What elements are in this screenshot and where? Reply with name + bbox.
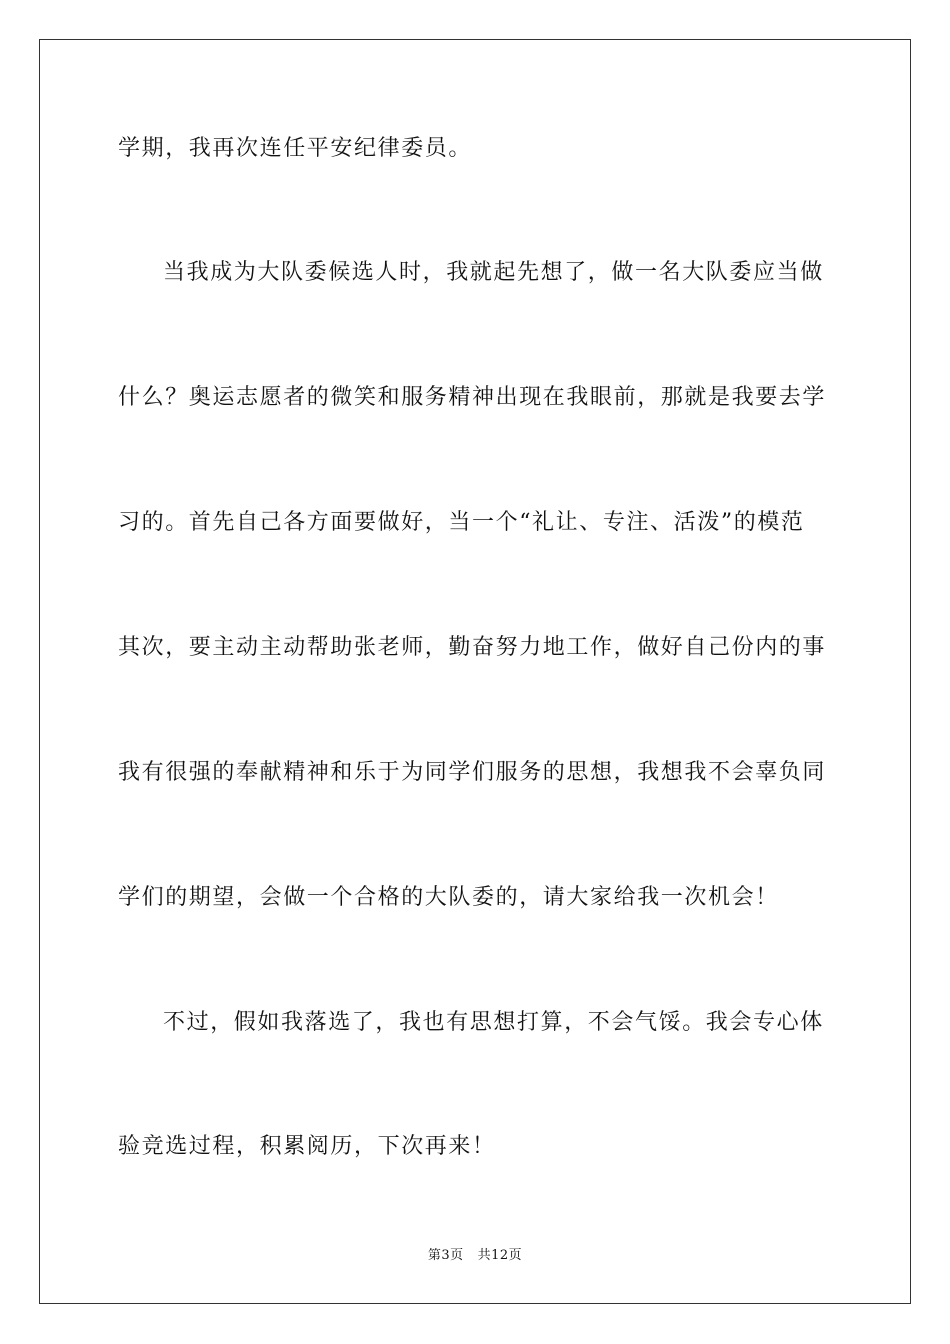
text-line: 我有很强的奉献精神和乐于为同学们服务的思想，我想我不会辜负同	[118, 760, 827, 785]
page-footer	[0, 1247, 950, 1265]
text-line: 其次，要主动主动帮助张老师，勤奋努力地工作，做好自己份内的事	[118, 635, 827, 660]
total-pages-label: 共12页	[477, 1248, 523, 1263]
text-line: 当我成为大队委候选人时，我就起先想了，做一名大队委应当做	[163, 260, 824, 285]
text-line: 学们的期望，会做一个合格的大队委的，请大家给我一次机会！	[118, 885, 779, 910]
text-line: 习的。首先自己各方面要做好，当一个“礼让、专注、活泼”的模范	[118, 510, 805, 535]
text-line: 什么？奥运志愿者的微笑和服务精神出现在我眼前，那就是我要去学	[118, 385, 827, 410]
text-line: 验竞选过程，积累阅历，下次再来！	[118, 1134, 496, 1159]
text-line: 学期，我再次连任平安纪律委员。	[118, 136, 473, 161]
page-frame	[39, 39, 911, 1304]
text-line: 不过，假如我落选了，我也有思想打算，不会气馁。我会专心体	[163, 1010, 824, 1035]
current-page-label: 第3页	[427, 1248, 464, 1263]
